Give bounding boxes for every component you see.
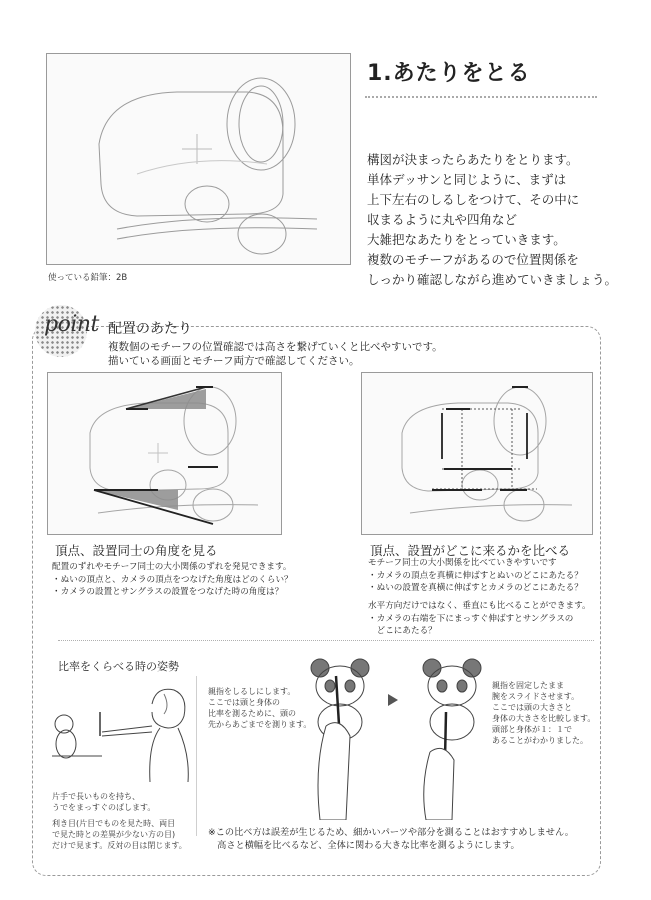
posture-note-2 xyxy=(52,818,187,851)
pencil-caption: 使っている鉛筆：2B xyxy=(48,273,128,283)
step2-line: 親指を固定したまま xyxy=(492,681,564,690)
intro-line: 上下左右のしるしをつけて、その中に xyxy=(367,192,580,207)
step1-line: 親指をしるしにします。 xyxy=(208,687,296,696)
posture-note-line: うでをまっすぐのばします。 xyxy=(52,803,156,812)
footnote-line: 高さと横幅を比べるなど、全体に関わる大きな比率を測るようにします。 xyxy=(208,840,520,851)
posture-note-1 xyxy=(52,791,155,813)
step2-line: 頭部と身体が１：１で xyxy=(492,725,572,734)
posture-separator xyxy=(196,676,197,836)
posture-note-line: 片手で長いものを持ち、 xyxy=(52,792,140,801)
intro-line: 単体デッサンと同じように、まずは xyxy=(367,172,567,187)
section-divider xyxy=(58,640,594,641)
posture-drawing xyxy=(52,684,192,784)
right-body-2 xyxy=(368,600,591,638)
title-divider xyxy=(365,96,597,98)
footnote xyxy=(208,826,574,852)
right-heading: 頂点、設置がどこに来るかを比べる xyxy=(370,543,571,558)
panda-measure-2 xyxy=(412,656,492,820)
posture-note-line: 利き目(片目でものを見た時、両目 xyxy=(52,819,176,828)
sketch-angle-drawing xyxy=(48,373,281,534)
step2-line: ここでは頭の大きさと xyxy=(492,703,572,712)
point-label: point xyxy=(44,312,99,337)
step1-text xyxy=(208,686,311,730)
posture-note-line: だけで見ます。反対の目は閉じます。 xyxy=(52,841,187,850)
right-line: ・カメラの右端を下にまっすぐ伸ばすとサングラスの xyxy=(368,613,574,624)
step2-line: あることがわかりました。 xyxy=(492,736,588,745)
sketch-compare-drawing xyxy=(362,373,592,534)
left-heading: 頂点、設置同士の角度を見る xyxy=(55,543,218,558)
point-desc-line: 描いている画面とモチーフ両方で確認してください。 xyxy=(108,355,360,367)
intro-text xyxy=(367,150,647,290)
sketch-main xyxy=(46,53,351,265)
point-description xyxy=(108,340,443,368)
intro-line: 大雑把なあたりをとっていきます。 xyxy=(367,232,566,247)
step1-line: 先からあごまでを測ります。 xyxy=(208,720,312,729)
panda-measure-1 xyxy=(300,656,380,820)
sketch-angle xyxy=(47,372,282,535)
sketch-main-drawing xyxy=(47,54,350,264)
intro-line: しっかり確認しながら進めていきましょう。 xyxy=(367,272,618,287)
step2-text xyxy=(492,680,595,746)
step2-line: 腕をスライドさせます。 xyxy=(492,692,580,701)
sketch-compare xyxy=(361,372,593,535)
right-line: モチーフ同士の大小関係を比べていきやすいです xyxy=(368,558,557,568)
right-body xyxy=(368,557,583,595)
point-desc-line: 複数個のモチーフの位置確認では高さを繋げていくと比べやすいです。 xyxy=(108,341,443,353)
point-heading: 配置のあたり xyxy=(108,321,192,337)
step2-line: 身体の大きさを比較します。 xyxy=(492,714,596,723)
arrow-icon xyxy=(388,694,398,706)
left-line: ・カメラの設置とサングラスの設置をつなげた時の角度は？ xyxy=(52,587,284,597)
step1-line: 比率を測るために、頭の xyxy=(208,709,296,718)
left-line: 配置のずれやモチーフ同士の大小関係のずれを発見できます。 xyxy=(52,562,292,572)
right-line: どこにあたる？ xyxy=(368,626,437,636)
right-line: ・カメラの頂点を真横に伸ばすとぬいのどこにあたる？ xyxy=(368,570,583,581)
intro-line: 構図が決まったらあたりをとります。 xyxy=(367,152,579,167)
right-line: 水平方向だけではなく、垂直にも比べることができます。 xyxy=(368,601,591,611)
section-title: 1.あたりをとる xyxy=(367,61,531,86)
posture-heading: 比率をくらべる時の姿勢 xyxy=(58,660,179,673)
intro-line: 複数のモチーフがあるので位置関係を xyxy=(367,252,579,267)
left-body xyxy=(52,561,293,599)
step1-line: ここでは頭と身体の xyxy=(208,698,280,707)
left-line: ・ぬいの頂点と、カメラの頂点をつなげた角度はどのくらい？ xyxy=(52,574,293,585)
panda-measure-1-drawing xyxy=(300,656,380,820)
right-line: ・ぬいの設置を真横に伸ばすとカメラのどこにあたる？ xyxy=(368,583,583,593)
intro-line: 収まるように丸や四角など xyxy=(367,212,518,227)
posture-note-line: で見た時との差異が少ない方の目) xyxy=(52,830,176,839)
footnote-line: ※この比べ方は誤差が生じるため、細かいパーツや部分を測ることはおすすめしません。 xyxy=(208,827,574,838)
posture-illustration xyxy=(52,684,192,784)
panda-measure-2-drawing xyxy=(412,656,492,820)
